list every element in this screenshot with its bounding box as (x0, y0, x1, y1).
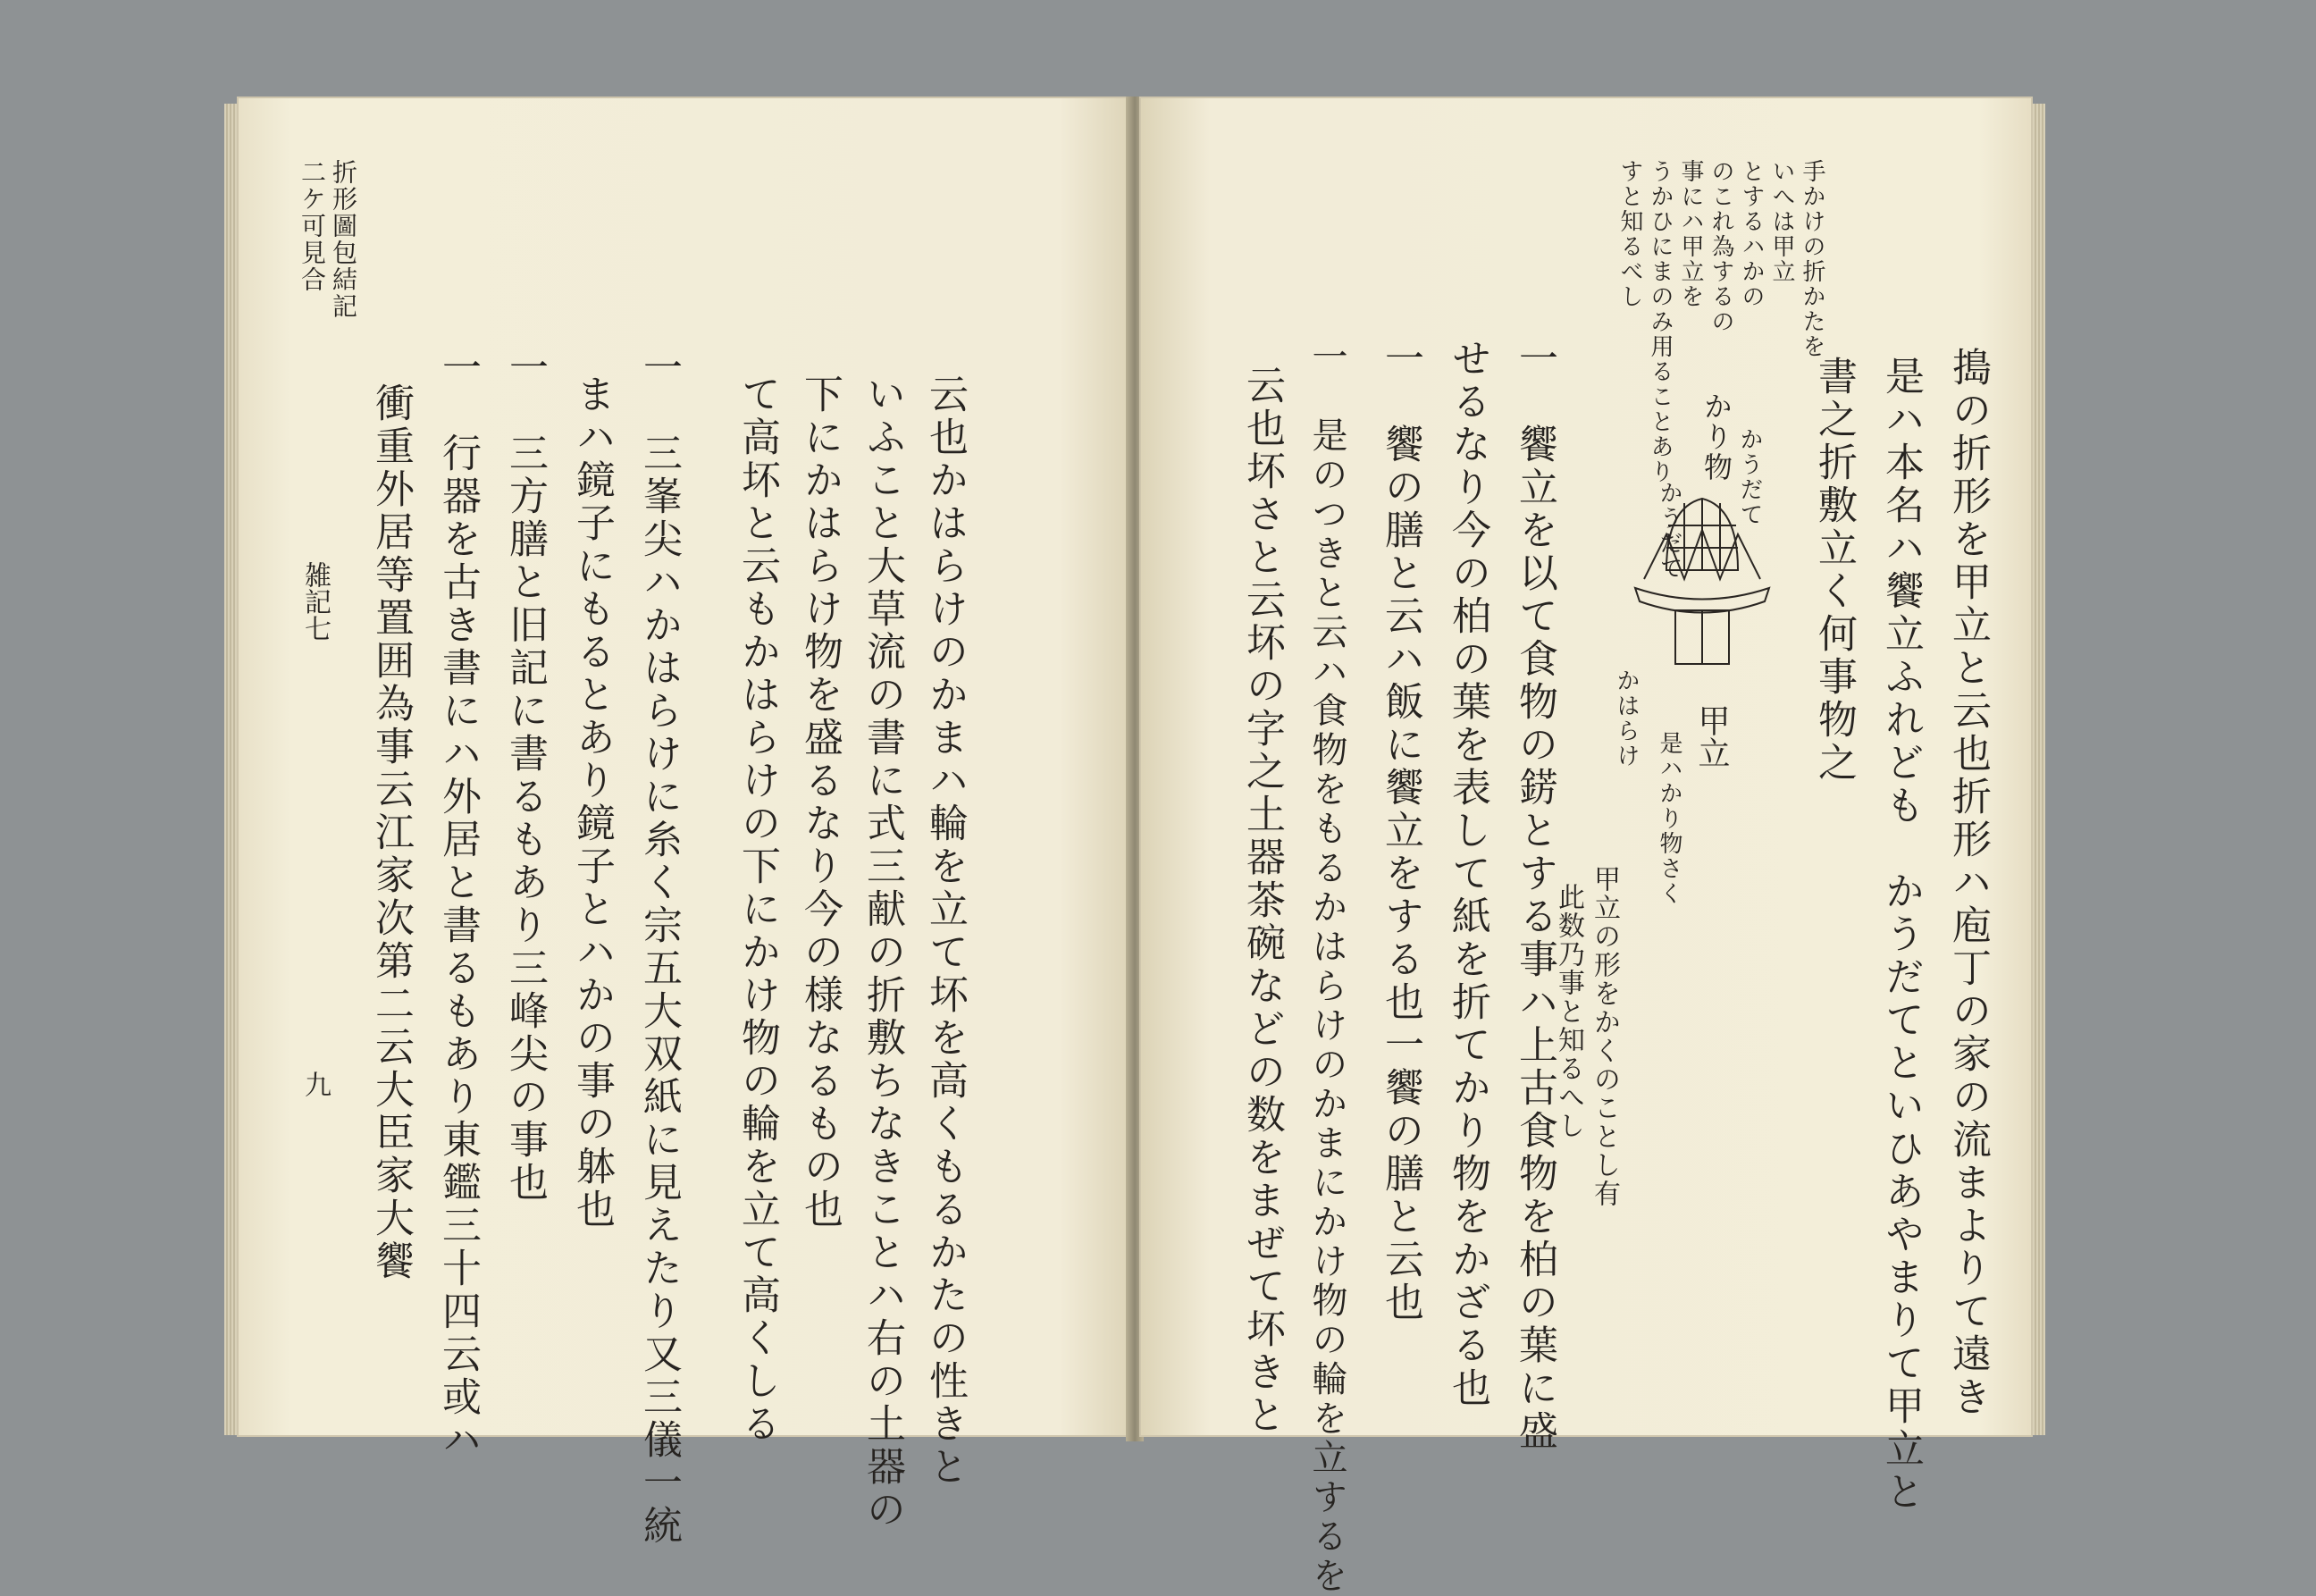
right-column-3: 書之折敷立く何事物之 (1811, 356, 1857, 785)
figure-label-kana-left: かうだて (1656, 481, 1682, 581)
left-column-7: 一 三方膳と旧記に書るもあり三峰尖の事也 (502, 347, 548, 1205)
right-top-note-3: とするハかの (1738, 159, 1765, 309)
left-page (237, 97, 1130, 1548)
left-column-3: 下にかはらけ物を盛るなり今の様なるもの也 (797, 374, 843, 1231)
left-page-edge (224, 104, 237, 1435)
figure-note-1: 甲立の形をかくのことし有 (1589, 865, 1620, 1208)
right-top-note-1: 手かけの折かたを (1799, 159, 1825, 359)
figure-caption-main: 甲立 (1693, 704, 1730, 769)
right-page (1139, 97, 2033, 1596)
right-top-note-5: 事にハ甲立を (1677, 159, 1704, 309)
right-top-note-7: すと知るべし (1616, 159, 1643, 309)
right-top-note-2: いへは甲立 (1768, 159, 1795, 284)
figure-label-top: かり物 (1699, 391, 1733, 483)
right-top-note-4: のこれ為するの (1708, 159, 1734, 334)
left-column-4: て高坏と云もかはらけの下にかけ物の輪を立て高くしる (734, 374, 780, 1446)
right-page-edge (2033, 104, 2045, 1435)
right-top-note-6: うかひにまのみ用ることあり (1647, 159, 1674, 484)
folio-title: 雑記七 (299, 561, 331, 642)
left-top-note-2: 二ケ可見合 (298, 159, 327, 293)
right-column-4: 一 饗立を以て食物の錺とする事ハ上古食物を柏の葉に盛 (1512, 338, 1557, 1453)
left-top-note-1: 折形圖包結記 (329, 159, 358, 320)
right-column-7: 一 是のつきと云ハ食物をもるかはらけのかまにかけ物の輪を立するを (1306, 338, 1347, 1596)
kodate-illustration (1613, 374, 1792, 906)
figure-label-kawarake: かはらけ (1613, 668, 1640, 769)
right-column-8: 云也坏さと云坏の字之土器茶碗などの数をまぜて坏きと (1239, 365, 1285, 1437)
left-column-6: まハ鏡子にもるとあり鏡子とハかの事の躰也 (569, 374, 615, 1231)
left-column-1: 云也かはらけのかまハ輪を立て坏を高くもるかたの性きと (922, 374, 968, 1489)
figure-caption-sub: 是ハかり物さく (1656, 731, 1682, 906)
right-column-1: 搗の折形を甲立と云也折形ハ庖丁の家の流まよりて遠き (1945, 347, 1991, 1419)
left-column-5: 一 三峯尖ハかはらけに糸く宗五大双紙に見えたり又三儀一統 (636, 347, 682, 1548)
figure-note-2: 此数乃事と知るへし (1553, 883, 1584, 1140)
open-book (237, 97, 2033, 1596)
left-column-9: 衝重外居等置囲為事云江家次第二云大臣家大饗 (368, 382, 414, 1283)
folio-number: 九 (299, 1071, 331, 1097)
right-column-6: 一 饗の膳と云ハ飯に饗立をする也一饗の膳と云也 (1378, 338, 1423, 1324)
right-column-5: せるなり今の柏の葉を表して紙を折てかり物をかざる也 (1445, 338, 1490, 1410)
right-column-2: 是ハ本名ハ饗立ふれども かうだてといひあやまりて甲立と (1878, 356, 1924, 1514)
figure-label-kana-right: かうだて (1736, 427, 1763, 527)
left-column-2: いふこと大草流の書に式三献の折敷ちなきことハ右の土器の (860, 374, 905, 1532)
left-column-8: 一 行器を古き書にハ外居と書るもあり東鑑三十四云或ハ (435, 347, 481, 1462)
